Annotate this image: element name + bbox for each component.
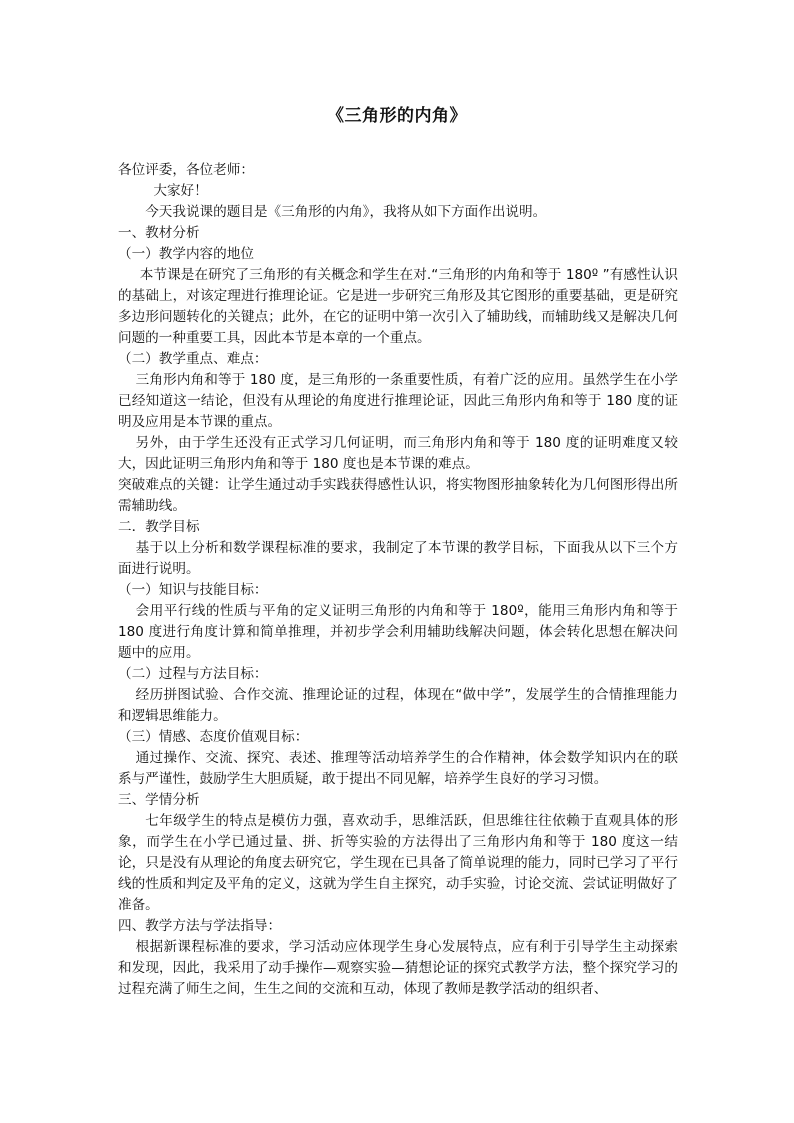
section-heading-1: 一、教材分析 bbox=[118, 225, 200, 241]
section-heading-4: 四、教学方法与学法指导： bbox=[118, 918, 282, 934]
section-heading-2: 二．教学目标 bbox=[118, 519, 200, 535]
subsection-heading-2-1: （一）知识与技能目标： bbox=[118, 582, 268, 598]
paragraph-1-2a: 三角形内角和等于 180 度，是三角形的一条重要性质，有着广泛的应用。虽然学生在小学已经知道这一结论，但没有从理论的角度进行推理论证，因此三角形内角和等于 180 度的证明及应用是本节课的重点。 bbox=[118, 372, 678, 430]
subsection-heading-2-2: （二）过程与方法目标： bbox=[118, 666, 268, 682]
section-heading-3: 三、学情分析 bbox=[118, 792, 200, 808]
greeting: 各位评委，各位老师： bbox=[118, 162, 254, 178]
paragraph-1-1: 本节课是在研究了三角形的有关概念和学生在对.“三角形的内角和等于 180º ”有感性认识的基础上，对该定理进行推理论证。它是进一步研究三角形及其它图形的重要基础，更是研究多边形问题转化的关键点；此外，在它的证明中第一次引入了辅助线，而辅助线又是解决几何问题的一种重要工具，因此本节是本章的一个重点。 bbox=[118, 267, 678, 346]
greeting-hello: 大家好！ bbox=[153, 183, 208, 199]
subsection-heading-2-3: （三）情感、态度价值观目标： bbox=[118, 729, 309, 745]
intro-paragraph: 今天我说课的题目是《三角形的内角》，我将从如下方面作出说明。 bbox=[145, 204, 547, 220]
paragraph-2-1: 会用平行线的性质与平角的定义证明三角形的内角和等于 180º，能用三角形内角和等于 180 度进行角度计算和简单推理，并初步学会利用辅助线解决问题，体会转化思想在解决问题中的应用。 bbox=[118, 603, 678, 661]
document-title: 《三角形的内角》 bbox=[327, 106, 467, 126]
paragraph-1-2c: 突破难点的关键：让学生通过动手实践获得感性认识，将实物图形抽象转化为几何图形得出所需辅助线。 bbox=[118, 477, 678, 514]
subsection-heading-1-1: （一）教学内容的地位 bbox=[118, 246, 254, 262]
paragraph-1-2b: 另外，由于学生还没有正式学习几何证明，而三角形内角和等于 180 度的证明难度又较大，因此证明三角形内角和等于 180 度也是本节课的难点。 bbox=[118, 435, 678, 472]
paragraph-2-intro: 基于以上分析和数学课程标准的要求，我制定了本节课的教学目标，下面我从以下三个方面进行说明。 bbox=[118, 540, 678, 577]
paragraph-4: 根据新课程标准的要求，学习活动应体现学生身心发展特点，应有利于引导学生主动探索和发现，因此，我采用了动手操作—观察实验—猜想论证的探究式教学方法，整个探究学习的过程充满了师生之间，生生之间的交流和互动，体现了教师是教学活动的组织者、 bbox=[118, 939, 678, 997]
paragraph-2-3: 通过操作、交流、探究、表述、推理等活动培养学生的合作精神，体会数学知识内在的联系与严谨性，鼓励学生大胆质疑，敢于提出不同见解，培养学生良好的学习习惯。 bbox=[118, 750, 678, 787]
paragraph-3: 七年级学生的特点是模仿力强，喜欢动手，思维活跃，但思维往往依赖于直观具体的形象，而学生在小学已通过量、拼、折等实验的方法得出了三角形内角和等于 180 度这一结论，只是没有从理论的角度去研究它，学生现在已具备了简单说理的能力，同时已学习了平行线的性质和判定及平角的定义，这就为学生自主探究，动手实验，讨论交流、尝试证明做好了准备。 bbox=[118, 813, 678, 913]
subsection-heading-1-2: （二）教学重点、难点： bbox=[118, 351, 268, 367]
paragraph-2-2: 经历拼图试验、合作交流、推理论证的过程，体现在“做中学”，发展学生的合情推理能力和逻辑思维能力。 bbox=[118, 687, 678, 724]
document-body bbox=[118, 160, 678, 1000]
